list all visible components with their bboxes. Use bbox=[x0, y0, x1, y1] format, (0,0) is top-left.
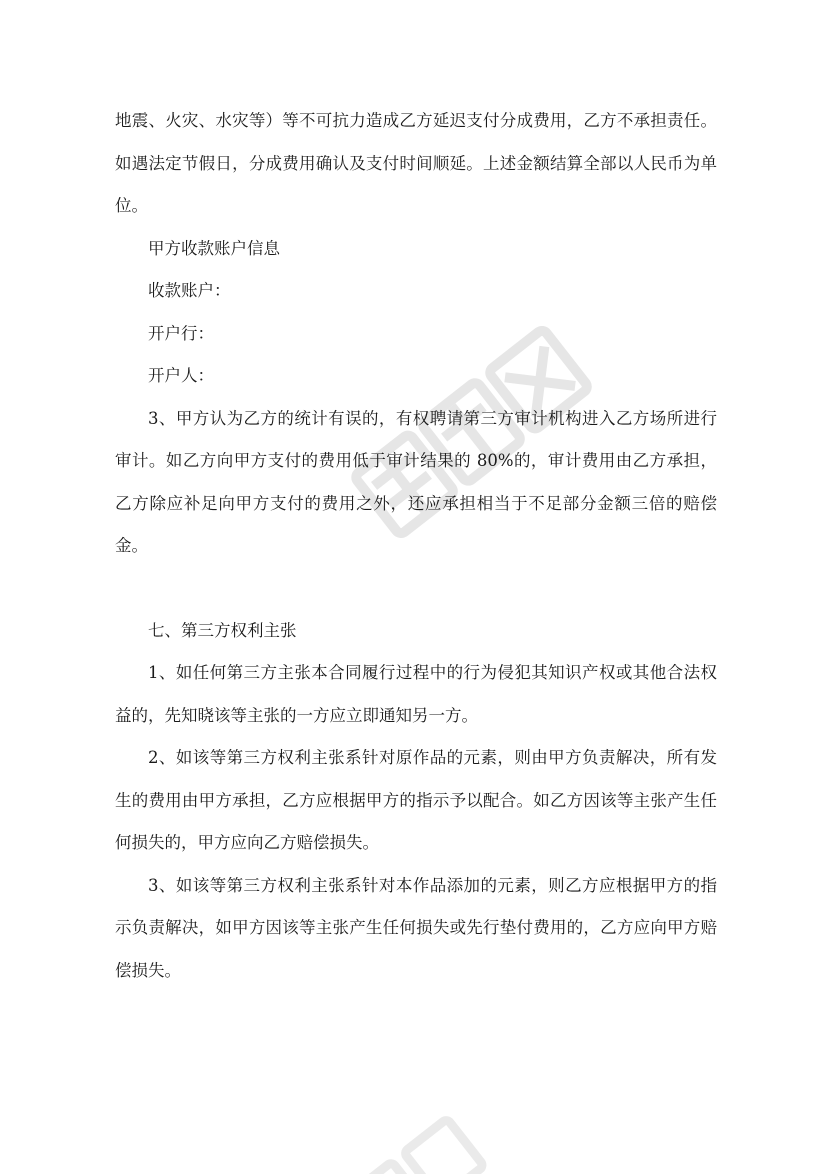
paragraph-account-holder: 开户人： bbox=[148, 366, 214, 385]
paragraph-third-party-3: 3、如该等第三方权利主张系针对本作品添加的元素，则乙方应根据甲方的指示负责解决，如甲方因该等主张产生任何损失或先行垫付费用的，乙方应向甲方赔偿损失。 bbox=[115, 875, 717, 980]
section-gap bbox=[115, 568, 717, 610]
paragraph-receiving-account: 收款账户： bbox=[148, 281, 231, 300]
paragraph-account-heading: 甲方收款账户信息 bbox=[148, 238, 280, 258]
document-body bbox=[115, 100, 717, 992]
paragraph-bank: 开户行： bbox=[148, 323, 214, 343]
paragraph-force-majeure: 地震、火灾、水灾等）等不可抗力造成乙方延迟支付分成费用，乙方不承担责任。如遇法定节假日，分成费用确认及支付时间顺延。上述金额结算全部以人民币为单位。 bbox=[115, 111, 717, 215]
paragraph-third-party-2: 2、如该等第三方权利主张系针对原作品的元素，则由甲方负责解决，所有发生的费用由甲方承担，乙方应根据甲方的指示予以配合。如乙方因该等主张产生任何损失的，甲方应向乙方赔偿损失。 bbox=[115, 748, 717, 852]
paragraph-third-party-1: 1、如任何第三方主张本合同履行过程中的行为侵犯其知识产权或其他合法权益的，先知晓该等主张的一方应立即通知另一方。 bbox=[115, 663, 717, 725]
watermark-logo-bottom bbox=[330, 1090, 530, 1174]
paragraph-audit-clause: 3、甲方认为乙方的统计有误的，有权聘请第三方审计机构进入乙方场所进行审计。如乙方向甲方支付的费用低于审计结果的 80%的，审计费用由乙方承担，乙方除应补足向甲方支付的费用之外，还应承担相当于不足部分金额三倍的赔偿金。 bbox=[115, 408, 717, 555]
section-heading-third-party: 七、第三方权利主张 bbox=[148, 620, 297, 640]
